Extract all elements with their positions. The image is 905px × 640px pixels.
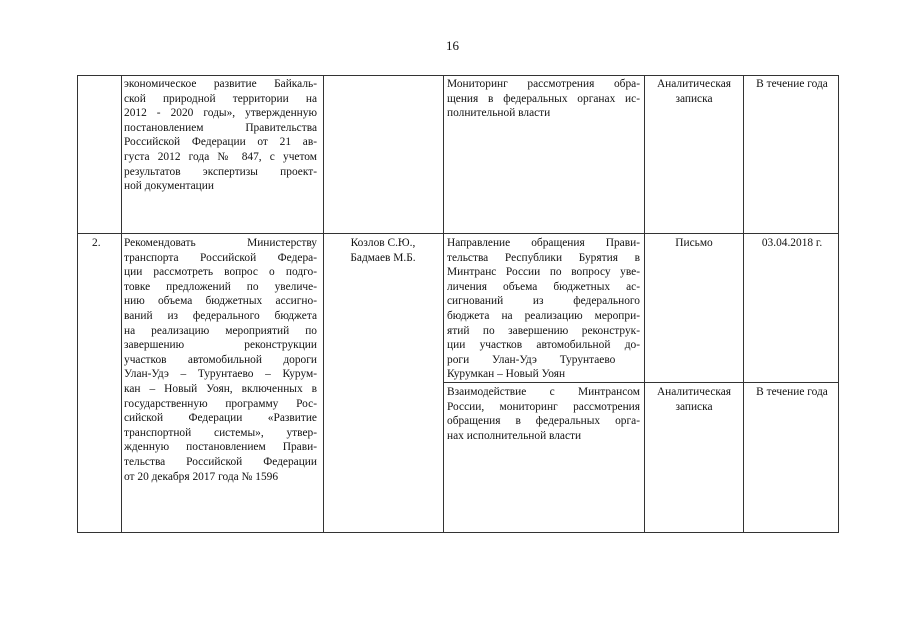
measure-line: завершению реконструкции [124,339,317,352]
measure-line: нию объема бюджетных ассигно- [124,295,317,308]
measure-line: кан – Новый Уоян, включенных в [124,382,317,395]
action-line: Курумкан – Новый Уоян [447,368,566,381]
result-line: записка [675,92,713,105]
column-divider [443,76,444,532]
row-number: 2. [92,237,101,249]
result-cell [646,385,742,414]
measure-line: жденную постановлением Прави- [124,441,317,454]
measure-line: экономическое развитие Байкаль- [124,78,317,90]
measure-line: сийской Федерации «Развитие [124,412,317,425]
measure-line: ции рассмотреть вопрос о подго- [124,266,317,279]
action-line: бюджета на реализацию меропри- [447,309,640,322]
action-line: обращения в федеральных орга- [447,415,640,428]
action-cell [447,236,640,382]
action-cell [447,385,640,443]
measure-line: товке предложений по увеличе- [124,280,317,293]
measure-line: густа 2012 года № 847, с учетом [124,150,317,163]
measure-line: ской природной территории на [124,92,317,105]
result-line: Аналитическая [656,386,732,398]
measure-line: ваний из федерального бюджета [124,309,317,322]
column-divider [743,76,744,532]
action-line: Минтранс России по вопросу уве- [447,266,640,279]
action-cell [447,77,640,121]
deadline-cell: В течение года [756,386,828,398]
column-divider [644,76,645,532]
measure-line: тельства Российской Федерации [124,455,317,468]
measure-line: государственную программу Рос- [124,397,317,410]
measure-line: постановлением Правительства [124,121,317,134]
measure-line: Российской Федерации от 21 ав- [124,136,317,149]
action-line: личения объема бюджетных ас- [447,280,640,293]
measure-line: 2012 - 2020 годы», утвержденную [124,107,317,120]
action-line: полнительной власти [447,107,551,120]
deadline-cell: В течение года [756,78,828,90]
measure-line: от 20 декабря 2017 года № 1596 [124,470,279,483]
action-line: ятий по завершению реконструк- [447,324,640,337]
responsible-line: Козлов С.Ю., [350,237,416,249]
measure-cell [124,236,317,484]
action-line: тельства Республики Бурятия в [447,251,640,264]
action-line: ции участков автомобильной до- [447,339,640,352]
action-line: Мониторинг рассмотрения обра- [447,78,640,90]
action-line: России, мониторинг рассмотрения [447,400,640,413]
row-divider [78,233,838,234]
action-line: роги Улан-Удэ Турунтаево [447,353,616,366]
measure-line: Рекомендовать Министерству [124,237,317,249]
row-divider [443,382,838,383]
measure-line: результатов экспертизы проект- [124,165,317,178]
column-divider [323,76,324,532]
measure-line: Улан-Удэ – Турунтаево – Курум- [124,368,317,381]
measures-table [77,75,839,533]
action-line: сигнований из федерального [447,295,640,308]
result-line: Аналитическая [656,78,732,90]
measure-line: на реализацию мероприятий по [124,324,317,337]
measure-line: участков автомобильной дороги [124,353,317,366]
measure-line: транспорта Российской Федера- [124,251,317,264]
measure-cell [124,77,317,194]
column-divider [121,76,122,532]
result-line: Письмо [675,237,713,249]
deadline-cell: 03.04.2018 г. [761,237,823,249]
result-line: записка [675,400,713,413]
measure-line: ной документации [124,180,214,193]
measure-line: транспортной системы», утвер- [124,426,317,439]
action-line: щения в федеральных органах ис- [447,92,640,105]
responsible-line: Бадмаев М.Б. [350,251,416,264]
action-line: нах исполнительной власти [447,429,582,442]
action-line: Взаимодействие с Минтрансом [447,386,640,398]
result-cell [646,236,742,251]
responsible-cell [325,236,441,265]
page-number: 16 [446,38,459,53]
result-cell [646,77,742,106]
action-line: Направление обращения Прави- [447,237,640,249]
